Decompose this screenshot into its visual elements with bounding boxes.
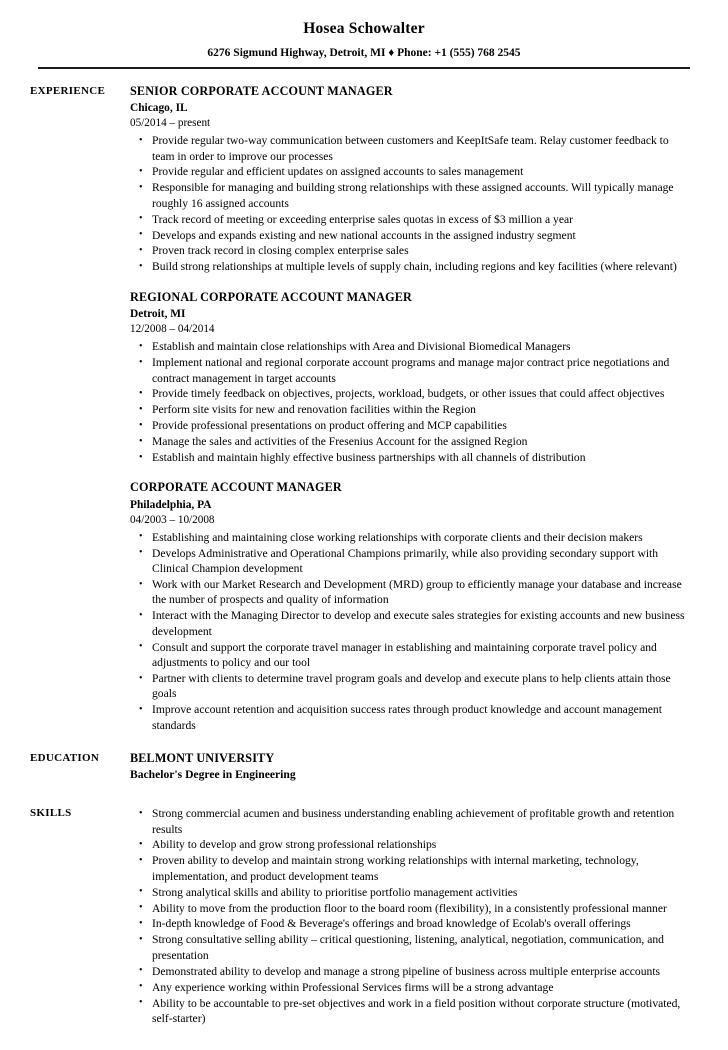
- bullet-item: • Ability to move from the production floor to the board room (flexibility), in a consistently professional manner: [130, 901, 692, 916]
- job-bullet-list: [130, 530, 692, 733]
- job-location: Philadelphia, PA: [130, 498, 212, 511]
- section-skills: [0, 805, 728, 1027]
- job-dates: 12/2008 – 04/2014: [130, 323, 215, 336]
- bullet-item: • Build strong relationships at multiple levels of supply chain, including regions and key facilities (where relevant): [130, 259, 692, 274]
- bullet-item: • Ability to be accountable to pre-set objectives and work in a field position without corporate structure (motivated, self-starter): [130, 996, 692, 1027]
- bullet-item: • Implement national and regional corporate account programs and manage major contract price negotiations and contract management in target accounts: [130, 355, 692, 386]
- bullet-item: • Strong commercial acumen and business understanding enabling achievement of profitable growth and retention results: [130, 806, 692, 837]
- candidate-contact-line: 6276 Sigmund Highway, Detroit, MI ♦ Phone: +1 (555) 768 2545: [207, 47, 521, 60]
- education-degree: Bachelor's Degree in Engineering: [130, 768, 296, 782]
- bullet-item: • Proven ability to develop and maintain strong working relationships with internal marketing, technology, implementation, and product development teams: [130, 853, 692, 884]
- job-bullet-list: [130, 133, 692, 275]
- skills-bullet-list: [130, 806, 692, 1026]
- bullet-item: • Manage the sales and activities of the Fresenius Account for the assigned Region: [130, 434, 692, 449]
- bullet-item: • Any experience working within Professional Services firms will be a strong advantage: [130, 980, 692, 995]
- section-label-skills: SKILLS: [30, 807, 72, 820]
- bullet-item: • In-depth knowledge of Food & Beverage's offerings and broad knowledge of Ecolab's overall offerings: [130, 916, 692, 931]
- bullet-item: • Consult and support the corporate travel manager in establishing and maintaining corporate travel policy and adjustments to policy and our tool: [130, 640, 692, 671]
- bullet-item: • Track record of meeting or exceeding enterprise sales quotas in excess of $3 million a year: [130, 212, 692, 227]
- job-title: REGIONAL CORPORATE ACCOUNT MANAGER: [130, 289, 412, 304]
- candidate-name: Hosea Schowalter: [303, 20, 425, 37]
- bullet-item: • Establish and maintain close relationships with Area and Divisional Biomedical Managers: [130, 339, 692, 354]
- section-label-education: EDUCATION: [30, 751, 100, 764]
- bullet-item: • Proven track record in closing complex enterprise sales: [130, 243, 692, 258]
- bullet-item: • Provide regular two-way communication between customers and KeepItSafe team. Relay customer feedback to team in order to improve our processes: [130, 133, 692, 164]
- education-body: [130, 750, 728, 784]
- bullet-item: • Responsible for managing and building strong relationships with these assigned accounts. Will typically manage roughly 16 assigned accounts: [130, 180, 692, 211]
- skills-body: [130, 805, 728, 1027]
- bullet-item: • Interact with the Managing Director to develop and execute sales strategies for existing accounts and new business development: [130, 608, 692, 639]
- job-location: Detroit, MI: [130, 308, 186, 321]
- bullet-item: • Develops and expands existing and new national accounts in the assigned industry segment: [130, 228, 692, 243]
- bullet-item: • Strong analytical skills and ability to prioritise portfolio management activities: [130, 885, 692, 900]
- bullet-item: • Work with our Market Research and Development (MRD) group to efficiently manage your database and increase the number of prospects and quality of information: [130, 577, 692, 608]
- bullet-item: • Develops Administrative and Operational Champions primarily, while also providing secondary support with Clinical Champion development: [130, 546, 692, 577]
- bullet-item: • Partner with clients to determine travel program goals and develop and execute plans to help clients attain those goals: [130, 671, 692, 702]
- section-experience: [0, 83, 728, 734]
- bullet-item: • Strong consultative selling ability – critical questioning, listening, analytical, negotiation, communication, and presentation: [130, 932, 692, 963]
- job-title: SENIOR CORPORATE ACCOUNT MANAGER: [130, 83, 393, 98]
- bullet-item: • Establish and maintain highly effective business partnerships with all channels of distribution: [130, 450, 692, 465]
- bullet-item: • Establishing and maintaining close working relationships with corporate clients and their decision makers: [130, 530, 692, 545]
- experience-jobs: [130, 83, 728, 734]
- resume-header: [0, 0, 728, 69]
- job-title: CORPORATE ACCOUNT MANAGER: [130, 480, 342, 495]
- job-bullet-list: [130, 339, 692, 465]
- bullet-item: • Provide regular and efficient updates on assigned accounts to sales management: [130, 164, 692, 179]
- job-dates: 05/2014 – present: [130, 117, 211, 130]
- experience-entry: [130, 479, 692, 733]
- education-school: BELMONT UNIVERSITY: [130, 750, 275, 765]
- resume-content: [0, 69, 728, 1027]
- experience-entry: [130, 83, 692, 275]
- experience-entry: [130, 289, 692, 466]
- job-location: Chicago, IL: [130, 102, 188, 115]
- bullet-item: • Demonstrated ability to develop and manage a strong pipeline of business across multiple enterprise accounts: [130, 964, 692, 979]
- bullet-item: • Provide timely feedback on objectives, projects, workload, budgets, or other issues that could affect objectives: [130, 386, 692, 401]
- bullet-item: • Perform site visits for new and renovation facilities within the Region: [130, 402, 692, 417]
- bullet-item: • Improve account retention and acquisition success rates through product knowledge and account management standards: [130, 702, 692, 733]
- section-label-experience: EXPERIENCE: [30, 84, 106, 97]
- section-education: [0, 750, 728, 784]
- bullet-item: • Ability to develop and grow strong professional relationships: [130, 837, 692, 852]
- job-dates: 04/2003 – 10/2008: [130, 513, 215, 526]
- bullet-item: • Provide professional presentations on product offering and MCP capabilities: [130, 418, 692, 433]
